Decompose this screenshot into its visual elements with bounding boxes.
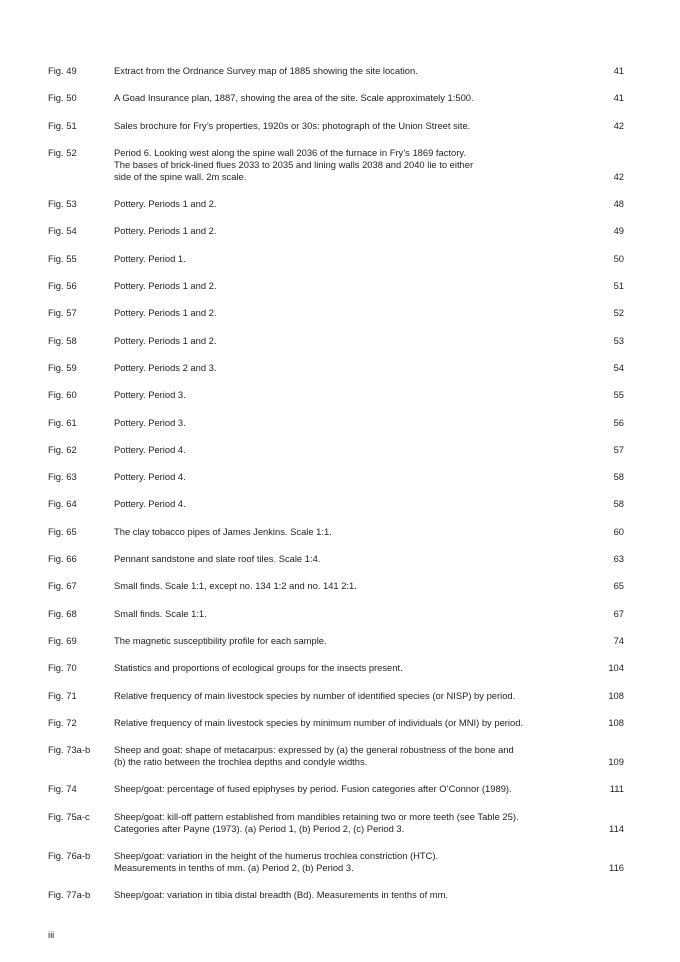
figure-number: Fig. 62 <box>48 443 77 455</box>
caption-line: The clay tobacco pipes of James Jenkins. Scale 1:1. <box>114 525 332 537</box>
figure-caption <box>114 444 584 456</box>
figure-entry <box>48 471 624 483</box>
figure-caption <box>114 553 584 565</box>
figure-number: Fig. 58 <box>48 334 77 346</box>
figure-caption <box>114 335 584 347</box>
figure-caption <box>114 307 584 319</box>
page-reference: 52 <box>613 307 624 319</box>
figure-entry <box>48 662 624 674</box>
caption-line: A Goad Insurance plan, 1887, showing the area of the site. Scale approximately 1:500. <box>114 92 474 104</box>
caption-line: Sheep/goat: variation in the height of the humerus trochlea constriction (HTC). <box>114 850 439 862</box>
figure-number: Fig. 63 <box>48 471 77 483</box>
page-reference: 67 <box>613 607 624 619</box>
figure-number: Fig. 66 <box>48 553 77 565</box>
page-reference: 108 <box>608 716 624 728</box>
figure-caption <box>114 120 584 132</box>
figure-entry <box>48 608 624 620</box>
figure-caption <box>114 253 584 265</box>
caption-line: Pottery. Periods 1 and 2. <box>114 307 217 319</box>
caption-line: Pottery. Period 4. <box>114 498 186 510</box>
figure-number: Fig. 61 <box>48 416 77 428</box>
page-reference: 41 <box>613 65 624 76</box>
figure-number: Fig. 57 <box>48 307 77 319</box>
figure-entry <box>48 580 624 592</box>
figure-entry <box>48 253 624 265</box>
caption-line: Pottery. Periods 1 and 2. <box>114 334 217 346</box>
page-reference: 109 <box>608 756 624 768</box>
figure-caption <box>114 662 584 674</box>
page-reference: 57 <box>613 443 624 455</box>
figure-caption <box>114 65 584 77</box>
figure-caption <box>114 744 584 768</box>
figure-caption <box>114 850 584 874</box>
figure-entry <box>48 850 624 874</box>
figure-number: Fig. 64 <box>48 498 77 510</box>
figure-number: Fig. 70 <box>48 662 77 674</box>
figure-entry <box>48 526 624 538</box>
caption-line: Pennant sandstone and slate roof tiles. Scale 1:4. <box>114 553 321 565</box>
figure-caption <box>114 811 584 835</box>
figure-number: Fig. 73a-b <box>48 744 91 756</box>
figure-number: Fig. 52 <box>48 146 77 158</box>
figure-number: Fig. 51 <box>48 119 77 131</box>
caption-line: Measurements in tenths of mm. (a) Period 2, (b) Period 3. <box>114 862 354 874</box>
figure-caption <box>114 92 584 104</box>
figure-caption <box>114 889 584 901</box>
caption-line: Sheep/goat: kill-off pattern established from mandibles retaining two or more teeth (see Table 25). <box>114 810 519 822</box>
figure-number: Fig. 56 <box>48 280 77 292</box>
page-number: iii <box>48 929 55 940</box>
figure-entry <box>48 335 624 347</box>
page-reference: 65 <box>613 580 624 592</box>
caption-line: Relative frequency of main livestock species by number of identified species (or NISP) by period. <box>114 689 516 701</box>
figure-caption <box>114 526 584 538</box>
figure-entry <box>48 198 624 210</box>
caption-line: Pottery. Periods 1 and 2. <box>114 225 217 237</box>
caption-line: Statistics and proportions of ecological groups for the insects present. <box>114 662 403 674</box>
figure-caption <box>114 580 584 592</box>
caption-line: Extract from the Ordnance Survey map of 1885 showing the site location. <box>114 65 418 76</box>
figure-caption <box>114 608 584 620</box>
page-reference: 53 <box>613 334 624 346</box>
figure-entry <box>48 362 624 374</box>
figure-number: Fig. 77a-b <box>48 889 91 901</box>
page-reference: 74 <box>613 634 624 646</box>
caption-line: Sheep/goat: variation in tibia distal breadth (Bd). Measurements in tenths of mm. <box>114 889 449 901</box>
figure-entry <box>48 783 624 795</box>
caption-line: Pottery. Period 4. <box>114 471 186 483</box>
page-reference: 104 <box>608 662 624 674</box>
caption-line: Pottery. Period 3. <box>114 416 186 428</box>
caption-line: Pottery. Period 3. <box>114 389 186 401</box>
figure-entry <box>48 225 624 237</box>
page-reference: 49 <box>613 225 624 237</box>
page-reference: 58 <box>613 471 624 483</box>
figure-caption <box>114 635 584 647</box>
figure-number: Fig. 69 <box>48 634 77 646</box>
caption-line: Sheep and goat: shape of metacarpus: expressed by (a) the general robustness of the bone and <box>114 744 514 756</box>
figure-number: Fig. 67 <box>48 580 77 592</box>
caption-line: side of the spine wall. 2m scale. <box>114 170 247 182</box>
caption-line: Sales brochure for Fry’s properties, 1920s or 30s: photograph of the Union Street site. <box>114 119 471 131</box>
list-of-figures <box>48 65 624 917</box>
figure-entry <box>48 690 624 702</box>
caption-line: Small finds. Scale 1:1, except no. 134 1:2 and no. 141 2:1. <box>114 580 357 592</box>
figure-caption <box>114 417 584 429</box>
page-reference: 54 <box>613 361 624 373</box>
figure-number: Fig. 55 <box>48 252 77 264</box>
page-reference: 48 <box>613 198 624 210</box>
figure-caption <box>114 498 584 510</box>
figure-caption <box>114 225 584 237</box>
page-reference: 56 <box>613 416 624 428</box>
page-reference: 111 <box>609 783 624 795</box>
page-reference: 108 <box>608 689 624 701</box>
page-reference: 60 <box>613 525 624 537</box>
figure-caption <box>114 717 584 729</box>
figure-number: Fig. 71 <box>48 689 77 701</box>
figure-entry <box>48 280 624 292</box>
figure-number: Fig. 49 <box>48 65 77 76</box>
caption-line: Sheep/goat: percentage of fused epiphyses by period. Fusion categories after O’Connor (1989). <box>114 783 512 795</box>
page-reference: 42 <box>613 170 624 182</box>
figure-entry <box>48 389 624 401</box>
figure-caption <box>114 280 584 292</box>
caption-line: Small finds. Scale 1:1. <box>114 607 207 619</box>
figure-entry <box>48 889 624 901</box>
caption-line: Pottery. Periods 1 and 2. <box>114 198 217 210</box>
figure-entry <box>48 744 624 768</box>
figure-number: Fig. 75a-c <box>48 810 90 822</box>
figure-number: Fig. 53 <box>48 198 77 210</box>
figure-entry <box>48 498 624 510</box>
figure-entry <box>48 147 624 183</box>
figure-number: Fig. 50 <box>48 92 77 104</box>
caption-line: Period 6. Looking west along the spine wall 2036 of the furnace in Fry’s 1869 factory. <box>114 146 466 158</box>
page-reference: 41 <box>613 92 624 104</box>
figure-number: Fig. 68 <box>48 607 77 619</box>
figure-caption <box>114 471 584 483</box>
caption-line: Categories after Payne (1973). (a) Period 1, (b) Period 2, (c) Period 3. <box>114 822 405 834</box>
figure-entry <box>48 417 624 429</box>
caption-line: Pottery. Periods 1 and 2. <box>114 280 217 292</box>
page-reference: 50 <box>613 252 624 264</box>
figure-caption <box>114 362 584 374</box>
caption-line: Pottery. Periods 2 and 3. <box>114 361 217 373</box>
figure-caption <box>114 147 584 183</box>
page-reference: 114 <box>609 822 624 834</box>
caption-line: (b) the ratio between the trochlea depths and condyle widths. <box>114 756 368 768</box>
page-reference: 58 <box>613 498 624 510</box>
page-reference: 63 <box>613 553 624 565</box>
caption-line: The magnetic susceptibility profile for each sample. <box>114 634 327 646</box>
figure-entry <box>48 120 624 132</box>
figure-caption <box>114 690 584 702</box>
figure-number: Fig. 72 <box>48 716 77 728</box>
page-reference: 51 <box>613 280 624 292</box>
figure-entry <box>48 811 624 835</box>
figure-number: Fig. 74 <box>48 783 77 795</box>
figure-entry <box>48 307 624 319</box>
figure-caption <box>114 783 584 795</box>
figure-entry <box>48 717 624 729</box>
page-reference: 116 <box>609 862 624 874</box>
caption-line: Relative frequency of main livestock species by minimum number of individuals (or MNI) by period. <box>114 716 524 728</box>
page-reference: 42 <box>613 119 624 131</box>
figure-caption <box>114 198 584 210</box>
figure-number: Fig. 65 <box>48 525 77 537</box>
figure-number: Fig. 54 <box>48 225 77 237</box>
figure-entry <box>48 444 624 456</box>
caption-line: The bases of brick-lined flues 2033 to 2035 and lining walls 2038 and 2040 lie to either <box>114 158 474 170</box>
figure-entry <box>48 92 624 104</box>
figure-number: Fig. 76a-b <box>48 850 91 862</box>
figure-entry <box>48 553 624 565</box>
figure-caption <box>114 389 584 401</box>
caption-line: Pottery. Period 4. <box>114 443 186 455</box>
figure-number: Fig. 60 <box>48 389 77 401</box>
page-reference: 55 <box>613 389 624 401</box>
figure-entry <box>48 635 624 647</box>
figure-number: Fig. 59 <box>48 361 77 373</box>
figure-entry <box>48 65 624 77</box>
caption-line: Pottery. Period 1. <box>114 252 186 264</box>
